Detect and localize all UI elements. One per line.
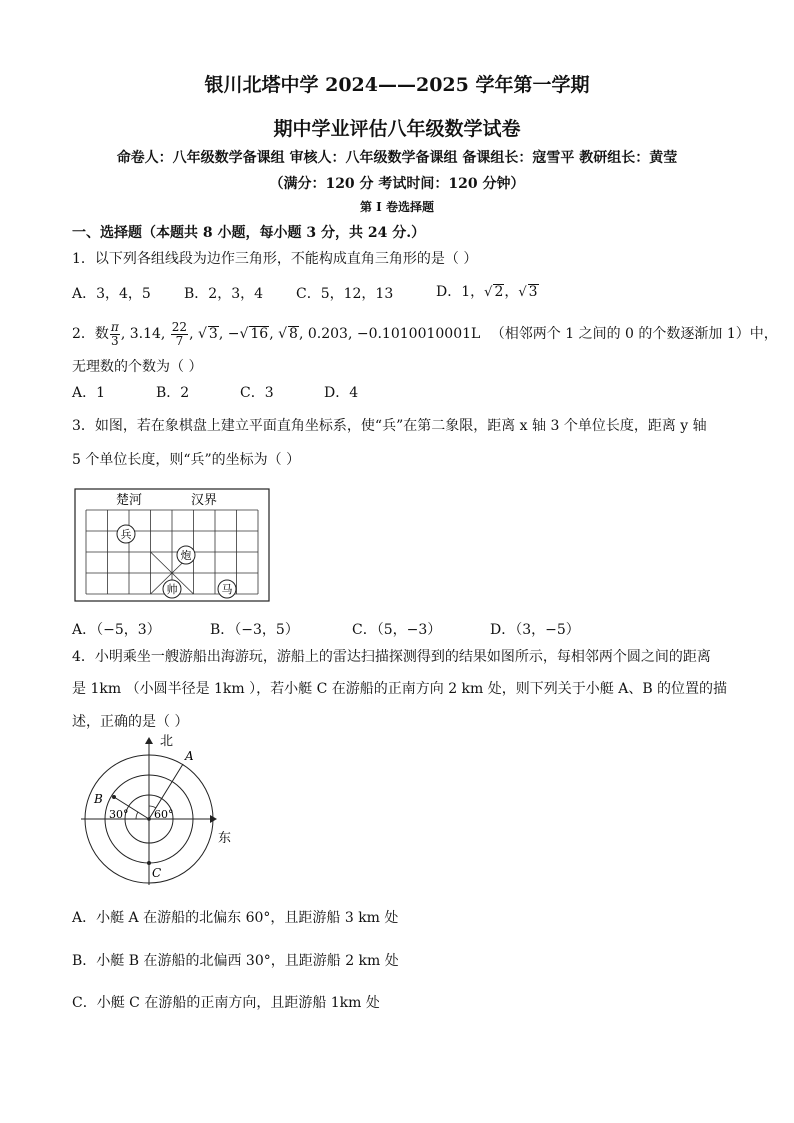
question-2-option-c: C．3 [240, 385, 274, 401]
question-3-option-c: C．（5，−3） [352, 622, 442, 638]
river-label-chu: 楚河 [115, 493, 143, 508]
question-4-option-a: A．小艇 A 在游船的北偏东 60°，且距游船 3 km 处 [72, 910, 399, 926]
point-b-label: B [94, 792, 103, 806]
exam-title-line1: 银川北塔中学 2024——2025 学年第一学期 [204, 74, 590, 96]
point-c-label: C [152, 866, 162, 880]
fraction-pi-over-3: $\frac{\pi}{3}$ [110, 319, 119, 348]
east-label: 东 [218, 831, 232, 846]
question-4-line1: 4．小明乘坐一艘游船出海游玩，游船上的雷达扫描探测得到的结果如图所示，每相邻两个圆之间的距离 [72, 649, 711, 665]
river-label-han: 汉界 [190, 493, 218, 508]
exam-title-line2: 期中学业评估八年级数学试卷 [273, 118, 521, 140]
question-4-line3: 述，正确的是（ ） [72, 714, 189, 730]
question-3-option-a: A．（−5，3） [72, 622, 161, 638]
angle-60-label: 60° [154, 808, 174, 821]
question-2-option-a: A．1 [72, 385, 106, 401]
question-3-line2: 5 个单位长度，则“兵”的坐标为（ ） [72, 452, 301, 468]
question-2-option-d: D．4 [324, 385, 359, 401]
question-4-option-c: C．小艇 C 在游船的正南方向，且距游船 1km 处 [72, 995, 380, 1011]
section-heading: 一、选择题（本题共 8 小题，每小题 3 分，共 24 分.） [72, 225, 426, 241]
exam-score-time: （满分：120 分 考试时间：120 分钟） [269, 176, 525, 192]
piece-shuai [163, 580, 181, 598]
question-2-line2: 无理数的个数为（ ） [72, 359, 203, 375]
chess-board-figure [74, 488, 270, 602]
question-3-option-b: B．（−3，5） [210, 622, 299, 638]
question-1-option-a: A．3，4，5 [72, 286, 151, 302]
point-a-label: A [185, 749, 194, 763]
svg-text:马: 马 [221, 583, 233, 596]
question-1-stem: 1．以下列各组线段为边作三角形，不能构成直角三角形的是（ ） [72, 251, 478, 267]
question-2-stem: 2．数 $\frac{\pi}{3}$ , 3.14, $\frac{22}{7}$ , √ 3, −√ 16, √ 8, 0.203, −0.1010010001L （相邻两个 1 之间的 0 的个数逐渐加 1）中， [72, 319, 778, 348]
angle-30-label: 30° [109, 808, 129, 821]
question-3-line1: 3．如图，若在象棋盘上建立平面直角坐标系，使“兵”在第二象限，距离 x 轴 3 个单位长度，距离 y 轴 [72, 418, 707, 434]
question-1-option-c: C．5，12，13 [296, 286, 394, 302]
north-label: 北 [160, 734, 174, 749]
question-2-option-b: B．2 [156, 385, 190, 401]
piece-pao [177, 546, 195, 564]
question-4-option-b: B．小艇 B 在游船的北偏西 30°，且距游船 2 km 处 [72, 953, 399, 969]
exam-authors: 命卷人：八年级数学备课组 审核人：八年级数学备课组 备课组长：寇雪平 教研组长：黄莹 [116, 150, 678, 166]
question-1-option-b: B．2，3，4 [184, 286, 264, 302]
piece-ma [218, 580, 236, 598]
piece-bing [117, 525, 135, 543]
volume-label: 第 I 卷选择题 [360, 200, 434, 214]
question-1-option-d: D．1，√ 2，√ 3 [436, 284, 538, 300]
svg-text:帅: 帅 [166, 583, 178, 596]
svg-text:兵: 兵 [120, 528, 132, 541]
fraction-22-over-7: $\frac{22}{7}$ [171, 319, 188, 348]
question-3-option-d: D．（3，−5） [490, 622, 580, 638]
question-4-line2: 是 1km （小圆半径是 1km ），若小艇 C 在游船的正南方向 2 km 处，则下列关于小艇 A、B 的位置的描 [72, 681, 728, 697]
radar-figure [76, 730, 236, 892]
svg-text:炮: 炮 [180, 549, 192, 562]
